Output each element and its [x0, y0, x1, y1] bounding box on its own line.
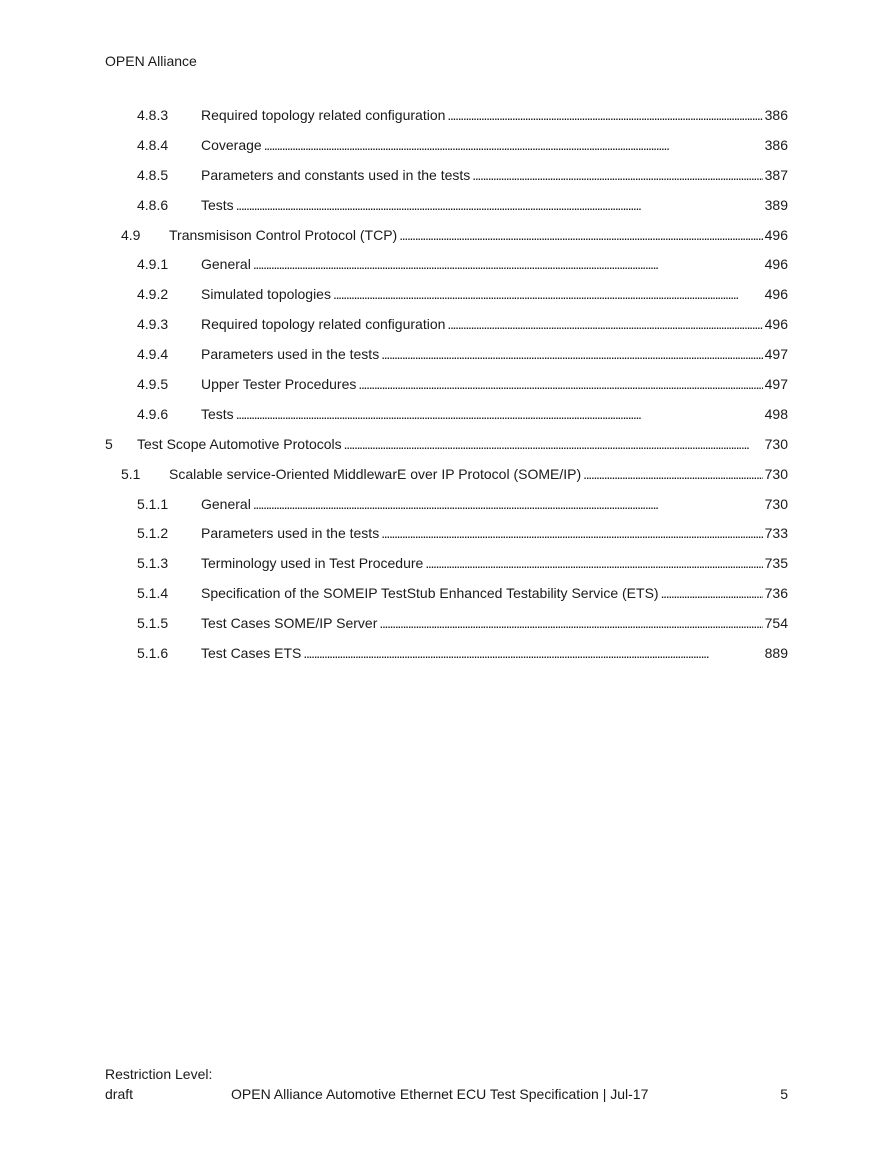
- toc-entry-page-number[interactable]: 889: [764, 645, 788, 662]
- toc-entry-title[interactable]: Tests: [201, 405, 234, 422]
- toc-entry-number: 4.9: [121, 226, 141, 243]
- toc-entry-page-number[interactable]: 498: [764, 405, 788, 422]
- toc-dot-leader: [253, 494, 763, 514]
- toc-dot-leader: [425, 553, 762, 573]
- toc-entry-title[interactable]: Test Cases SOME/IP Server: [201, 615, 378, 632]
- toc-entry-page-number[interactable]: 754: [764, 615, 788, 632]
- toc-entry-page-number[interactable]: 386: [764, 107, 788, 123]
- toc-entry[interactable]: [105, 434, 788, 464]
- toc-entry-number: 4.8.6: [137, 196, 169, 213]
- toc-entry-number: 5.1.2: [137, 525, 169, 542]
- table-of-contents: [105, 105, 788, 673]
- toc-entry[interactable]: [105, 553, 788, 583]
- toc-entry[interactable]: [105, 494, 788, 524]
- toc-entry-page-number[interactable]: 386: [764, 136, 788, 153]
- toc-dot-leader: [381, 344, 762, 364]
- toc-entry[interactable]: [105, 284, 788, 314]
- toc-entry-page-number[interactable]: 733: [764, 525, 788, 542]
- toc-dot-leader: [447, 314, 762, 334]
- restriction-level-label: Restriction Level:: [105, 1066, 213, 1082]
- toc-dot-leader: [661, 583, 763, 603]
- toc-entry-title[interactable]: Terminology used in Test Procedure: [201, 555, 424, 572]
- toc-entry[interactable]: [105, 225, 788, 255]
- toc-entry-title[interactable]: Parameters used in the tests: [201, 525, 380, 542]
- toc-entry[interactable]: [105, 613, 788, 643]
- toc-entry-page-number[interactable]: 496: [764, 316, 788, 333]
- toc-entry-number: 4.9.3: [137, 316, 169, 333]
- toc-entry[interactable]: [105, 404, 788, 434]
- toc-entry-number: 5.1: [121, 465, 141, 482]
- toc-entry-title[interactable]: Required topology related configuration: [201, 107, 446, 123]
- toc-entry-title[interactable]: Scalable service-Oriented MiddlewarE over IP Protocol (SOME/IP): [169, 465, 582, 482]
- toc-entry-title[interactable]: General: [201, 256, 251, 273]
- toc-dot-leader: [333, 284, 763, 304]
- toc-entry-number: 4.9.4: [137, 346, 169, 363]
- toc-entry-number: 5.1.1: [137, 495, 169, 512]
- toc-entry-title[interactable]: Specification of the SOMEIP TestStub Enhanced Testability Service (ETS): [201, 585, 659, 602]
- toc-entry[interactable]: [105, 523, 788, 553]
- toc-entry[interactable]: [105, 344, 788, 374]
- footer-page-number: 5: [780, 1086, 788, 1102]
- toc-dot-leader: [236, 195, 763, 215]
- toc-dot-leader: [379, 613, 762, 633]
- toc-entry-page-number[interactable]: 389: [764, 196, 788, 213]
- toc-entry-number: 4.9.1: [137, 256, 169, 273]
- toc-entry[interactable]: [105, 135, 788, 165]
- toc-entry-title[interactable]: General: [201, 495, 251, 512]
- toc-dot-leader: [264, 135, 763, 155]
- toc-entry-number: 5.1.3: [137, 555, 169, 572]
- toc-dot-leader: [303, 643, 762, 663]
- toc-entry-title[interactable]: Simulated topologies: [201, 286, 331, 303]
- toc-entry-page-number[interactable]: 496: [764, 226, 788, 243]
- toc-entry-page-number[interactable]: 497: [764, 376, 788, 393]
- toc-entry-page-number[interactable]: 387: [764, 166, 788, 183]
- toc-entry[interactable]: [105, 165, 788, 195]
- footer-document-title: OPEN Alliance Automotive Ethernet ECU Test Specification | Jul-17: [231, 1086, 649, 1102]
- toc-entry-number: 4.8.3: [137, 107, 169, 123]
- toc-dot-leader: [583, 464, 763, 484]
- toc-entry-title[interactable]: Test Cases ETS: [201, 645, 302, 662]
- toc-entry[interactable]: [105, 314, 788, 344]
- toc-entry[interactable]: [105, 254, 788, 284]
- toc-entry-page-number[interactable]: 497: [764, 346, 788, 363]
- toc-entry-number: 4.9.6: [137, 405, 169, 422]
- toc-entry-page-number[interactable]: 496: [764, 256, 788, 273]
- toc-entry-title[interactable]: Transmisison Control Protocol (TCP): [169, 226, 398, 243]
- toc-entry[interactable]: [105, 374, 788, 404]
- toc-dot-leader: [344, 434, 763, 454]
- toc-entry-page-number[interactable]: 730: [764, 465, 788, 482]
- toc-entry-page-number[interactable]: 730: [764, 495, 788, 512]
- toc-dot-leader: [236, 404, 763, 424]
- toc-entry-page-number[interactable]: 735: [764, 555, 788, 572]
- toc-entry-number: 4.8.4: [137, 136, 169, 153]
- toc-entry-title[interactable]: Coverage: [201, 136, 262, 153]
- toc-entry-page-number[interactable]: 730: [764, 435, 788, 452]
- toc-entry-page-number[interactable]: 736: [764, 585, 788, 602]
- page-footer: [105, 1064, 788, 1104]
- toc-dot-leader: [381, 523, 762, 543]
- toc-entry-title[interactable]: Tests: [201, 196, 234, 213]
- footer-bottom-line: [105, 1084, 788, 1104]
- toc-entry-number: 5: [105, 435, 113, 452]
- toc-entry-number: 5.1.5: [137, 615, 169, 632]
- toc-entry-title[interactable]: Required topology related configuration: [201, 316, 446, 333]
- toc-entry-number: 4.9.5: [137, 376, 169, 393]
- toc-entry[interactable]: [105, 195, 788, 225]
- toc-entry-title[interactable]: Parameters used in the tests: [201, 346, 380, 363]
- toc-entry-number: 4.9.2: [137, 286, 169, 303]
- toc-entry-page-number[interactable]: 496: [764, 286, 788, 303]
- toc-entry-number: 5.1.6: [137, 645, 169, 662]
- toc-entry-title[interactable]: Test Scope Automotive Protocols: [137, 435, 342, 452]
- toc-entry-title[interactable]: Upper Tester Procedures: [201, 376, 357, 393]
- toc-entry[interactable]: [105, 583, 788, 613]
- toc-dot-leader: [472, 165, 762, 185]
- toc-entry-title[interactable]: Parameters and constants used in the tests: [201, 166, 471, 183]
- header-org-name: OPEN Alliance: [105, 53, 197, 69]
- toc-entry-number: 5.1.4: [137, 585, 169, 602]
- restriction-level-value: draft: [105, 1086, 134, 1102]
- toc-entry[interactable]: [105, 464, 788, 494]
- toc-dot-leader: [358, 374, 762, 394]
- toc-dot-leader: [253, 254, 763, 274]
- page-header: [105, 52, 197, 70]
- toc-dot-leader: [447, 105, 762, 125]
- toc-entry[interactable]: [105, 105, 788, 135]
- toc-entry[interactable]: [105, 643, 788, 673]
- toc-entry-number: 4.8.5: [137, 166, 169, 183]
- toc-dot-leader: [399, 225, 762, 245]
